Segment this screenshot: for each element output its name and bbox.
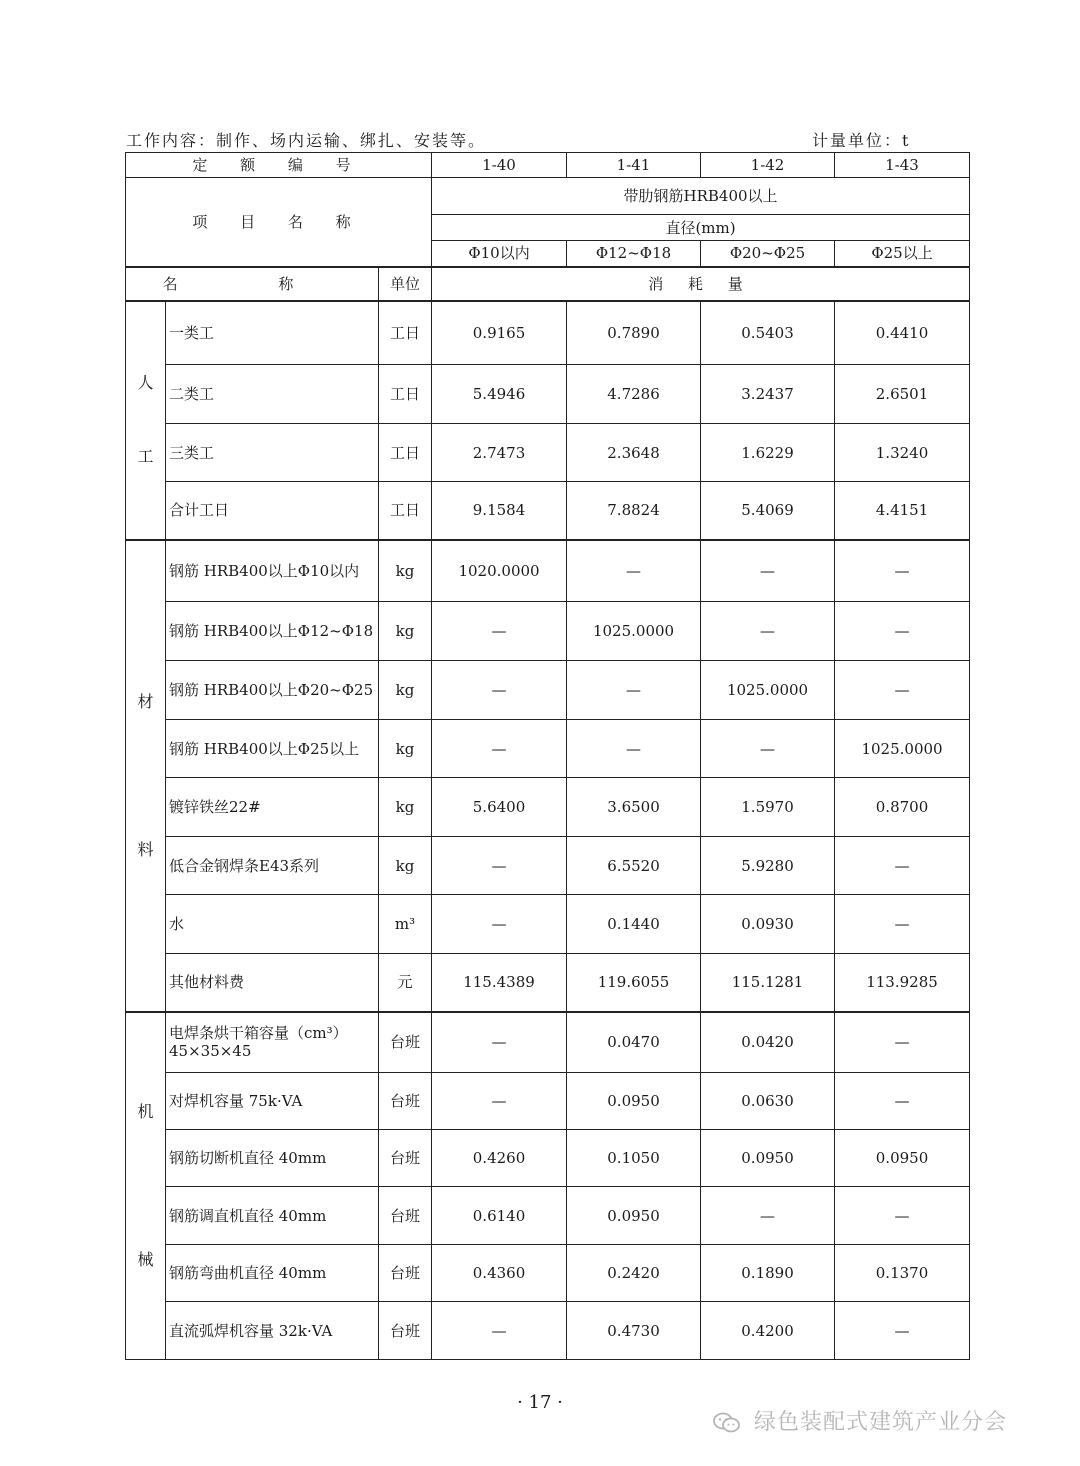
item-unit: 台班: [379, 1130, 432, 1187]
item-unit: kg: [379, 661, 432, 720]
consumption-value: 0.0950: [567, 1073, 701, 1130]
item-unit: 工日: [379, 424, 432, 482]
consumption-value: 0.0950: [567, 1187, 701, 1245]
table-row: [126, 424, 970, 482]
category-label: [126, 1012, 166, 1360]
consumption-value: 5.9280: [701, 837, 835, 895]
item-name: 钢筋弯曲机直径 40mm: [166, 1245, 379, 1302]
consumption-value: 115.1281: [701, 954, 835, 1012]
wechat-icon: [712, 1411, 742, 1435]
consumption-value: 4.7286: [567, 365, 701, 424]
consumption-value: —: [567, 540, 701, 602]
diameter-range: Φ20~Φ25: [701, 241, 835, 267]
category-char: 材: [137, 691, 154, 711]
consumption-value: 0.9165: [432, 301, 567, 365]
table-row: [126, 602, 970, 661]
item-name: 钢筋 HRB400以上Φ10以内: [166, 540, 379, 602]
table-row: [126, 895, 970, 954]
consumption-value: 1020.0000: [432, 540, 567, 602]
item-unit: 台班: [379, 1073, 432, 1130]
consumption-value: 0.8700: [835, 778, 970, 837]
table-row: [126, 778, 970, 837]
consumption-value: 0.0420: [701, 1012, 835, 1073]
table-row: [126, 1302, 970, 1360]
item-unit: 台班: [379, 1012, 432, 1073]
item-name: 镀锌铁丝22#: [166, 778, 379, 837]
table-row: [126, 1012, 970, 1073]
consumption-value: 0.0470: [567, 1012, 701, 1073]
work-content-label: 工作内容：制作、场内运输、绑扎、安装等。: [126, 131, 487, 150]
table-row: [126, 540, 970, 602]
diameter-range: Φ10以内: [432, 241, 567, 267]
table-row: [126, 1130, 970, 1187]
consumption-value: 0.4260: [432, 1130, 567, 1187]
table-row: [126, 1187, 970, 1245]
consumption-value: 7.8824: [567, 482, 701, 540]
item-name: 钢筋调直机直径 40mm: [166, 1187, 379, 1245]
item-unit: kg: [379, 720, 432, 778]
consumption-value: —: [701, 540, 835, 602]
consumption-value: 0.4730: [567, 1302, 701, 1360]
consumption-value: 1.6229: [701, 424, 835, 482]
item-unit: 工日: [379, 482, 432, 540]
category-label: [126, 301, 166, 540]
consumption-value: 113.9285: [835, 954, 970, 1012]
item-unit: 工日: [379, 301, 432, 365]
table-row: [126, 1073, 970, 1130]
item-name: 水: [166, 895, 379, 954]
consumption-value: 0.1440: [567, 895, 701, 954]
consumption-value: —: [701, 1187, 835, 1245]
consumption-value: 0.6140: [432, 1187, 567, 1245]
consumption-value: —: [432, 1012, 567, 1073]
watermark-text: 绿色装配式建筑产业分会: [754, 1410, 1008, 1435]
consumption-value: —: [432, 837, 567, 895]
item-unit: kg: [379, 540, 432, 602]
consumption-value: —: [835, 1302, 970, 1360]
consumption-value: 5.4946: [432, 365, 567, 424]
diameter-range: Φ25以上: [835, 241, 970, 267]
item-name: 低合金钢焊条E43系列: [166, 837, 379, 895]
table-row: [126, 301, 970, 365]
consumption-value: 3.6500: [567, 778, 701, 837]
consumption-value: 3.2437: [701, 365, 835, 424]
item-unit: 台班: [379, 1302, 432, 1360]
item-unit: kg: [379, 837, 432, 895]
consumption-value: 1.3240: [835, 424, 970, 482]
table-row: [126, 720, 970, 778]
consumption-value: 119.6055: [567, 954, 701, 1012]
watermark: [712, 1405, 1007, 1436]
quota-code: 1-43: [835, 153, 970, 178]
consumption-value: —: [432, 720, 567, 778]
consumption-value: —: [432, 602, 567, 661]
consumption-value: —: [835, 602, 970, 661]
category-char: 机: [137, 1101, 154, 1121]
unit-column-header: 单位: [379, 267, 432, 301]
consumption-value: 0.4410: [835, 301, 970, 365]
consumption-value: 6.5520: [567, 837, 701, 895]
item-unit: 元: [379, 954, 432, 1012]
diameter-header: 直径(mm): [432, 215, 970, 241]
page-number: · 17 ·: [517, 1392, 563, 1413]
consumption-value: —: [432, 895, 567, 954]
consumption-value: 0.2420: [567, 1245, 701, 1302]
consumption-value: —: [835, 661, 970, 720]
quota-code: 1-42: [701, 153, 835, 178]
consumption-value: 1.5970: [701, 778, 835, 837]
consumption-value: 2.3648: [567, 424, 701, 482]
item-name: 钢筋切断机直径 40mm: [166, 1130, 379, 1187]
consumption-value: 9.1584: [432, 482, 567, 540]
consumption-value: 0.7890: [567, 301, 701, 365]
item-name: 一类工: [166, 301, 379, 365]
table-row: [126, 365, 970, 424]
consumption-value: 0.1370: [835, 1245, 970, 1302]
item-name: 电焊条烘干箱容量（cm³） 45×35×45: [166, 1012, 379, 1073]
table-row: [126, 661, 970, 720]
consumption-value: 0.5403: [701, 301, 835, 365]
consumption-value: 0.1050: [567, 1130, 701, 1187]
item-name: 钢筋 HRB400以上Φ25以上: [166, 720, 379, 778]
table-row: [126, 1245, 970, 1302]
consumption-value: —: [835, 1012, 970, 1073]
consumption-value: 5.6400: [432, 778, 567, 837]
consumption-value: 0.0630: [701, 1073, 835, 1130]
consumption-value: 1025.0000: [835, 720, 970, 778]
consumption-value: —: [432, 1302, 567, 1360]
group-title: 带肋钢筋HRB400以上: [432, 178, 970, 215]
consumption-value: 0.4360: [432, 1245, 567, 1302]
quota-code: 1-41: [567, 153, 701, 178]
item-name: 对焊机容量 75k·VA: [166, 1073, 379, 1130]
item-name: 其他材料费: [166, 954, 379, 1012]
item-name: 钢筋 HRB400以上Φ20~Φ25: [166, 661, 379, 720]
consumption-value: 0.1890: [701, 1245, 835, 1302]
consumption-value: 1025.0000: [701, 661, 835, 720]
consumption-value: 2.6501: [835, 365, 970, 424]
item-name: 三类工: [166, 424, 379, 482]
table-row: [126, 482, 970, 540]
consumption-value: —: [835, 1073, 970, 1130]
consumption-value: —: [835, 540, 970, 602]
category-char: 械: [137, 1249, 154, 1269]
name-column-header: 名 称: [126, 267, 379, 301]
item-unit: m³: [379, 895, 432, 954]
quota-code: 1-40: [432, 153, 567, 178]
consumption-value: 0.4200: [701, 1302, 835, 1360]
consumption-value: 115.4389: [432, 954, 567, 1012]
consumption-value: —: [835, 837, 970, 895]
consumption-value: —: [567, 720, 701, 778]
item-unit: 工日: [379, 365, 432, 424]
consumption-value: —: [701, 602, 835, 661]
consumption-value: —: [835, 895, 970, 954]
consumption-value: 1025.0000: [567, 602, 701, 661]
item-name-header: 项 目 名 称: [126, 178, 432, 267]
quota-table: [125, 152, 970, 1360]
item-name: 二类工: [166, 365, 379, 424]
quota-code-header: 定 额 编 号: [126, 153, 432, 178]
diameter-range: Φ12~Φ18: [567, 241, 701, 267]
item-name: 直流弧焊机容量 32k·VA: [166, 1302, 379, 1360]
item-unit: kg: [379, 778, 432, 837]
consumption-value: 0.0930: [701, 895, 835, 954]
measure-unit-label: 计量单位：t: [812, 131, 911, 150]
consumption-value: 5.4069: [701, 482, 835, 540]
consumption-value: —: [567, 661, 701, 720]
consumption-header: 消 耗 量: [432, 267, 970, 301]
consumption-value: —: [835, 1187, 970, 1245]
item-unit: kg: [379, 602, 432, 661]
category-label: [126, 540, 166, 1012]
consumption-value: 0.0950: [701, 1130, 835, 1187]
consumption-value: —: [432, 1073, 567, 1130]
consumption-value: 0.0950: [835, 1130, 970, 1187]
consumption-value: —: [701, 720, 835, 778]
table-row: [126, 837, 970, 895]
item-unit: 台班: [379, 1245, 432, 1302]
item-unit: 台班: [379, 1187, 432, 1245]
table-row: [126, 954, 970, 1012]
consumption-value: 2.7473: [432, 424, 567, 482]
category-char: 人: [137, 373, 154, 392]
item-name: 钢筋 HRB400以上Φ12~Φ18: [166, 602, 379, 661]
category-char: 工: [137, 447, 154, 466]
consumption-value: 4.4151: [835, 482, 970, 540]
category-char: 料: [137, 839, 154, 859]
item-name: 合计工日: [166, 482, 379, 540]
consumption-value: —: [432, 661, 567, 720]
